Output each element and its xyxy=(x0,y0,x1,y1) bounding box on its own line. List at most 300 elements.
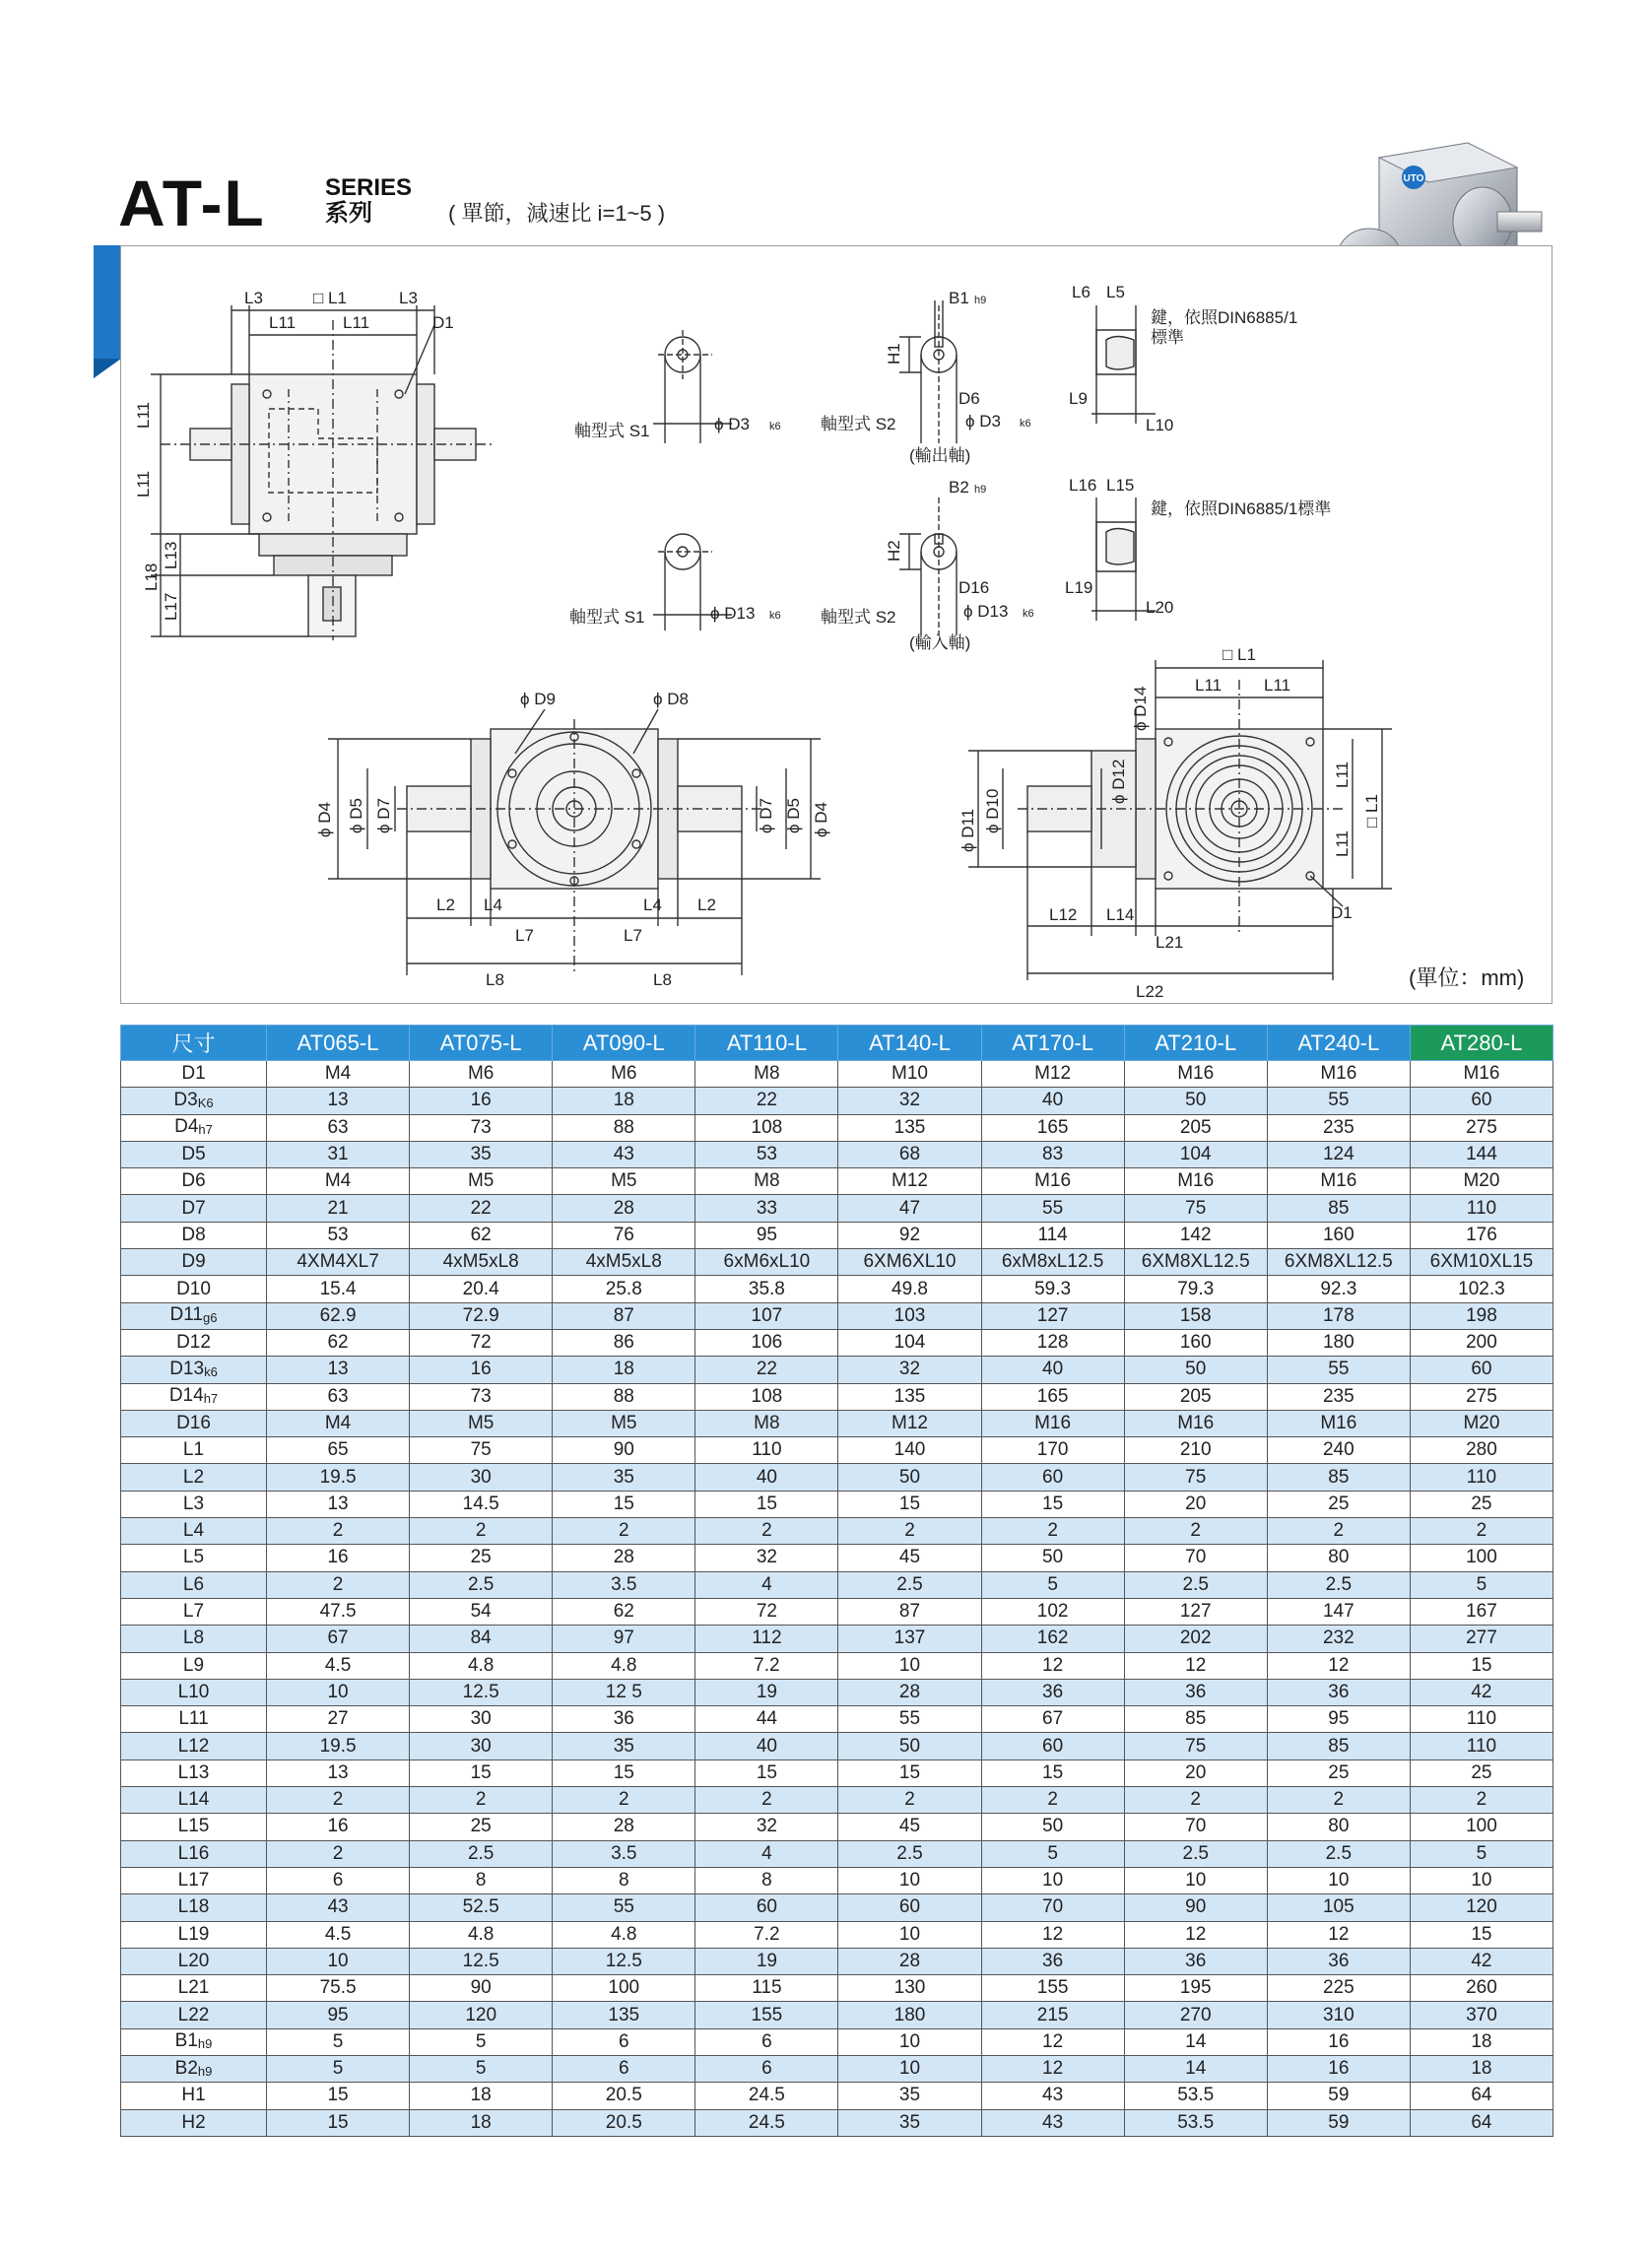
table-cell: 75.5 xyxy=(267,1975,410,2002)
table-cell: 170 xyxy=(981,1437,1124,1464)
label-l8-left: L8 xyxy=(486,970,504,989)
table-cell: 2 xyxy=(267,1571,410,1598)
row-label xyxy=(121,1464,267,1491)
table-cell: 202 xyxy=(1124,1626,1267,1652)
table-cell: 36 xyxy=(1267,1679,1410,1705)
table-cell: 50 xyxy=(981,1545,1124,1571)
table-row xyxy=(121,1141,1553,1167)
table-cell: 75 xyxy=(1124,1464,1267,1491)
table-cell: 104 xyxy=(838,1329,981,1356)
table-cell: 12 xyxy=(1267,1652,1410,1679)
table-cell: 36 xyxy=(981,1948,1124,1974)
table-cell: 97 xyxy=(553,1626,695,1652)
table-cell: M12 xyxy=(838,1410,981,1436)
table-row xyxy=(121,1114,1553,1141)
table-cell: 40 xyxy=(695,1464,838,1491)
ratio-subtitle: ( 單節，減速比 i=1~5 ) xyxy=(448,201,666,226)
table-cell: 90 xyxy=(1124,1894,1267,1921)
row-label xyxy=(121,2109,267,2136)
table-cell: 68 xyxy=(838,1141,981,1167)
header-model: AT075-L xyxy=(410,1026,553,1061)
label-l12: L12 xyxy=(1049,905,1078,924)
row-label-text: D3 xyxy=(173,1089,198,1110)
table-cell: 110 xyxy=(1410,1464,1553,1491)
table-cell: 32 xyxy=(838,1088,981,1114)
row-label xyxy=(121,1357,267,1383)
header-model: AT280-L xyxy=(1410,1026,1553,1061)
table-row xyxy=(121,1733,1553,1759)
table-row xyxy=(121,1787,1553,1814)
row-label-text: L15 xyxy=(177,1816,210,1837)
table-cell: 5 xyxy=(410,2028,553,2055)
table-row xyxy=(121,1975,1553,2002)
table-cell: 59 xyxy=(1267,2083,1410,2109)
table-cell: 12.5 xyxy=(410,1679,553,1705)
row-label xyxy=(121,1383,267,1410)
table-row xyxy=(121,1598,1553,1625)
table-cell: 275 xyxy=(1410,1383,1553,1410)
table-cell: 19 xyxy=(695,1679,838,1705)
table-cell: 10 xyxy=(838,2055,981,2082)
table-cell: 5 xyxy=(267,2028,410,2055)
row-label xyxy=(121,1814,267,1840)
row-label-text: L2 xyxy=(182,1466,205,1488)
table-row xyxy=(121,1948,1553,1974)
row-label-text: L19 xyxy=(177,1923,210,1945)
table-cell: 72 xyxy=(695,1598,838,1625)
table-cell: 25 xyxy=(1410,1759,1553,1786)
label-l11-right-b: L11 xyxy=(1264,676,1291,695)
label-d4-left: ϕ D4 xyxy=(315,802,334,837)
table-cell: 2 xyxy=(1124,1518,1267,1545)
label-d13-s2-tol: k6 xyxy=(1023,608,1034,620)
table-cell: 106 xyxy=(695,1329,838,1356)
table-cell: 55 xyxy=(1267,1088,1410,1114)
table-cell: M5 xyxy=(410,1410,553,1436)
table-cell: 7.2 xyxy=(695,1921,838,1948)
table-cell: 12 xyxy=(981,1921,1124,1948)
table-cell: 2 xyxy=(695,1787,838,1814)
table-cell: 2.5 xyxy=(1124,1571,1267,1598)
table-cell: M12 xyxy=(838,1168,981,1195)
label-l9: L9 xyxy=(1069,389,1088,408)
table-row xyxy=(121,1276,1553,1302)
label-l10: L10 xyxy=(1146,416,1174,434)
table-cell: 15 xyxy=(1410,1652,1553,1679)
table-cell: 70 xyxy=(1124,1814,1267,1840)
table-cell: 10 xyxy=(838,1867,981,1893)
label-l2-left: L2 xyxy=(436,896,455,914)
table-cell: 4.8 xyxy=(553,1921,695,1948)
dim-label-l13: L13 xyxy=(162,541,180,569)
dim-label-l11-left-b: L11 xyxy=(134,470,153,498)
table-cell: 32 xyxy=(695,1814,838,1840)
row-label-tolerance: g6 xyxy=(202,1310,218,1326)
row-label xyxy=(121,1840,267,1867)
table-cell: 5 xyxy=(981,1840,1124,1867)
table-cell: 165 xyxy=(981,1383,1124,1410)
table-cell: 72.9 xyxy=(410,1302,553,1329)
table-cell: 35 xyxy=(838,2083,981,2109)
table-row xyxy=(121,1921,1553,1948)
row-label xyxy=(121,1894,267,1921)
table-cell: 110 xyxy=(1410,1706,1553,1733)
table-cell: 147 xyxy=(1267,1598,1410,1625)
label-d4-right: ϕ D4 xyxy=(812,802,830,837)
table-cell: 60 xyxy=(1410,1357,1553,1383)
table-cell: 72 xyxy=(410,1329,553,1356)
table-cell: M16 xyxy=(1267,1410,1410,1436)
table-cell: 13 xyxy=(267,1357,410,1383)
table-cell: 2.5 xyxy=(1267,1571,1410,1598)
table-cell: 20.5 xyxy=(553,2109,695,2136)
label-b1-tol: h9 xyxy=(974,295,987,306)
table-cell: 79.3 xyxy=(1124,1276,1267,1302)
row-label-text: D11 xyxy=(169,1304,203,1326)
table-cell: 108 xyxy=(695,1383,838,1410)
table-cell: 15 xyxy=(267,2083,410,2109)
row-label xyxy=(121,1867,267,1893)
label-l15: L15 xyxy=(1106,476,1135,495)
table-row xyxy=(121,1195,1553,1222)
dim-label-d1-top: D1 xyxy=(432,313,454,332)
table-cell: 2 xyxy=(1267,1787,1410,1814)
table-cell: 15 xyxy=(553,1759,695,1786)
table-cell: 2 xyxy=(410,1787,553,1814)
label-l5: L5 xyxy=(1106,283,1125,301)
row-label xyxy=(121,1168,267,1195)
table-cell: 2 xyxy=(553,1787,695,1814)
row-label-tolerance: h7 xyxy=(203,1391,219,1407)
table-cell: 6XM10XL15 xyxy=(1410,1249,1553,1276)
table-cell: 53 xyxy=(267,1222,410,1248)
dim-label-l1-top: □ L1 xyxy=(313,289,347,307)
table-cell: 10 xyxy=(838,2028,981,2055)
table-cell: 137 xyxy=(838,1626,981,1652)
table-cell: 162 xyxy=(981,1626,1124,1652)
table-cell: 2 xyxy=(838,1787,981,1814)
row-label-text: H2 xyxy=(181,2111,206,2133)
table-row xyxy=(121,2083,1553,2109)
table-cell: 43 xyxy=(553,1141,695,1167)
row-label-text: B1 xyxy=(174,2030,198,2052)
table-cell: 12.5 xyxy=(410,1948,553,1974)
table-cell: 6 xyxy=(553,2028,695,2055)
table-cell: 15 xyxy=(838,1759,981,1786)
table-cell: 21 xyxy=(267,1195,410,1222)
table-cell: M12 xyxy=(981,1061,1124,1088)
table-cell: 16 xyxy=(410,1357,553,1383)
table-cell: 18 xyxy=(410,2109,553,2136)
table-cell: 60 xyxy=(838,1894,981,1921)
table-cell: 85 xyxy=(1267,1464,1410,1491)
row-label xyxy=(121,2028,267,2055)
table-cell: 36 xyxy=(1124,1679,1267,1705)
table-cell: 87 xyxy=(553,1302,695,1329)
table-cell: 64 xyxy=(1410,2083,1553,2109)
table-cell: 40 xyxy=(981,1357,1124,1383)
label-l11-vert-a: L11 xyxy=(1333,761,1352,788)
table-cell: 4.8 xyxy=(553,1652,695,1679)
table-cell: 13 xyxy=(267,1759,410,1786)
table-cell: 140 xyxy=(838,1437,981,1464)
row-label xyxy=(121,2002,267,2028)
table-cell: 85 xyxy=(1267,1733,1410,1759)
table-cell: 75 xyxy=(1124,1195,1267,1222)
table-cell: 2 xyxy=(267,1518,410,1545)
header-dimension: 尺寸 xyxy=(121,1026,267,1061)
table-cell: 103 xyxy=(838,1302,981,1329)
label-d13: ϕ D13 xyxy=(710,604,756,623)
table-cell: 235 xyxy=(1267,1383,1410,1410)
table-row xyxy=(121,1571,1553,1598)
table-cell: 25 xyxy=(410,1545,553,1571)
table-cell: 53 xyxy=(695,1141,838,1167)
label-l1-right: □ L1 xyxy=(1222,645,1256,664)
table-cell: 8 xyxy=(695,1867,838,1893)
label-shaft-s1-out: 軸型式 S1 xyxy=(574,422,650,440)
table-cell: 13 xyxy=(267,1491,410,1517)
row-label xyxy=(121,1222,267,1248)
table-cell: 90 xyxy=(553,1437,695,1464)
table-cell: 60 xyxy=(981,1464,1124,1491)
label-l2-right: L2 xyxy=(697,896,716,914)
table-cell: 4XM4XL7 xyxy=(267,1249,410,1276)
label-l1-vert: □ L1 xyxy=(1362,794,1381,828)
table-cell: 6 xyxy=(267,1867,410,1893)
table-cell: 100 xyxy=(1410,1545,1553,1571)
table-cell: 28 xyxy=(838,1948,981,1974)
table-cell: 13 xyxy=(267,1088,410,1114)
row-label xyxy=(121,1518,267,1545)
table-cell: 16 xyxy=(1267,2055,1410,2082)
dim-label-l3-left: L3 xyxy=(244,289,263,307)
table-cell: 16 xyxy=(410,1088,553,1114)
row-label xyxy=(121,1329,267,1356)
row-label-tolerance: h9 xyxy=(197,2063,213,2079)
table-cell: 2 xyxy=(1267,1518,1410,1545)
table-cell: 64 xyxy=(1410,2109,1553,2136)
row-label-text: L1 xyxy=(182,1439,205,1461)
label-d5-left: ϕ D5 xyxy=(347,798,365,833)
table-cell: 92.3 xyxy=(1267,1276,1410,1302)
row-label-text: L13 xyxy=(177,1761,210,1783)
label-shaft-s1-in: 軸型式 S1 xyxy=(569,608,645,627)
row-label xyxy=(121,1921,267,1948)
table-cell: 260 xyxy=(1410,1975,1553,2002)
label-d14: ϕ D14 xyxy=(1131,686,1150,731)
table-cell: 14.5 xyxy=(410,1491,553,1517)
table-cell: 5 xyxy=(1410,1571,1553,1598)
label-d7-right: ϕ D7 xyxy=(757,798,775,833)
table-cell: 70 xyxy=(981,1894,1124,1921)
table-cell: 4xM5xL8 xyxy=(410,1249,553,1276)
table-cell: 110 xyxy=(695,1437,838,1464)
table-row xyxy=(121,1759,1553,1786)
table-cell: 10 xyxy=(1267,1867,1410,1893)
row-label-text: L4 xyxy=(182,1520,205,1542)
table-cell: 36 xyxy=(553,1706,695,1733)
table-cell: 108 xyxy=(695,1114,838,1141)
table-cell: 95 xyxy=(695,1222,838,1248)
label-l4-left: L4 xyxy=(484,896,502,914)
table-cell: 36 xyxy=(1267,1948,1410,1974)
table-cell: 75 xyxy=(1124,1733,1267,1759)
row-label-text: L10 xyxy=(177,1681,210,1702)
row-label-text: D9 xyxy=(181,1251,206,1273)
table-cell: 10 xyxy=(1410,1867,1553,1893)
label-l11-right-a: L11 xyxy=(1195,676,1222,695)
header-model: AT065-L xyxy=(267,1026,410,1061)
table-cell: 178 xyxy=(1267,1302,1410,1329)
label-d3-s2: ϕ D3 xyxy=(965,412,1001,431)
row-label xyxy=(121,1141,267,1167)
table-cell: M4 xyxy=(267,1168,410,1195)
series-label xyxy=(325,175,412,227)
table-cell: 25 xyxy=(1267,1491,1410,1517)
table-cell: 135 xyxy=(553,2002,695,2028)
table-cell: 67 xyxy=(267,1626,410,1652)
table-cell: M8 xyxy=(695,1168,838,1195)
label-l16: L16 xyxy=(1069,476,1097,495)
label-key-standard-2: 鍵，依照DIN6885/1標準 xyxy=(1151,499,1332,518)
label-d11: ϕ D11 xyxy=(958,808,977,852)
table-cell: 127 xyxy=(1124,1598,1267,1625)
table-row xyxy=(121,1894,1553,1921)
table-cell: 20.5 xyxy=(553,2083,695,2109)
row-label-text: D6 xyxy=(181,1170,206,1192)
table-cell: 19 xyxy=(695,1948,838,1974)
table-row xyxy=(121,1814,1553,1840)
label-l4-right: L4 xyxy=(643,896,662,914)
label-key-standard-1b: 標準 xyxy=(1151,328,1184,347)
row-label-text: L11 xyxy=(178,1708,209,1730)
label-key-standard-1: 鍵，依照DIN6885/1 xyxy=(1151,308,1298,327)
table-cell: 6XM8XL12.5 xyxy=(1267,1249,1410,1276)
table-row xyxy=(121,1491,1553,1517)
table-cell: 112 xyxy=(695,1626,838,1652)
row-label-text: D1 xyxy=(181,1063,206,1085)
table-cell: 8 xyxy=(410,1867,553,1893)
table-cell: 7.2 xyxy=(695,1652,838,1679)
table-cell: 176 xyxy=(1410,1222,1553,1248)
dim-label-l17: L17 xyxy=(162,592,180,621)
table-cell: 25.8 xyxy=(553,1276,695,1302)
label-d3-s2-tol: k6 xyxy=(1020,418,1031,430)
dim-label-l11-left-a: L11 xyxy=(134,401,153,429)
table-cell: 167 xyxy=(1410,1598,1553,1625)
row-label xyxy=(121,1626,267,1652)
table-row xyxy=(121,1464,1553,1491)
table-cell: 35 xyxy=(838,2109,981,2136)
row-label-text: D10 xyxy=(176,1278,211,1299)
table-cell: 50 xyxy=(981,1814,1124,1840)
table-cell: 4.5 xyxy=(267,1921,410,1948)
table-cell: 15 xyxy=(553,1491,695,1517)
series-title: AT-L xyxy=(118,166,266,239)
row-label xyxy=(121,1437,267,1464)
table-cell: 19.5 xyxy=(267,1733,410,1759)
table-cell: M20 xyxy=(1410,1168,1553,1195)
table-cell: M5 xyxy=(553,1168,695,1195)
table-cell: 85 xyxy=(1124,1706,1267,1733)
table-cell: 2 xyxy=(267,1787,410,1814)
table-cell: 59 xyxy=(1267,2109,1410,2136)
row-label xyxy=(121,1088,267,1114)
table-cell: 20 xyxy=(1124,1759,1267,1786)
table-cell: 24.5 xyxy=(695,2083,838,2109)
table-cell: 92 xyxy=(838,1222,981,1248)
label-l21: L21 xyxy=(1156,933,1184,952)
table-cell: 2 xyxy=(981,1518,1124,1545)
table-cell: 55 xyxy=(981,1195,1124,1222)
table-cell: 128 xyxy=(981,1329,1124,1356)
table-cell: 10 xyxy=(838,1652,981,1679)
table-cell: M5 xyxy=(553,1410,695,1436)
table-cell: 114 xyxy=(981,1222,1124,1248)
row-label-text: H1 xyxy=(181,2085,206,2106)
dimension-drawings xyxy=(121,246,1552,1003)
table-cell: 28 xyxy=(553,1195,695,1222)
table-row xyxy=(121,1329,1553,1356)
row-label xyxy=(121,1787,267,1814)
table-cell: 10 xyxy=(267,1679,410,1705)
table-cell: 15 xyxy=(838,1491,981,1517)
table-cell: 10 xyxy=(981,1867,1124,1893)
table-cell: 8 xyxy=(553,1867,695,1893)
label-d7-left: ϕ D7 xyxy=(374,798,393,833)
table-cell: 90 xyxy=(410,1975,553,2002)
table-cell: 76 xyxy=(553,1222,695,1248)
table-row xyxy=(121,2028,1553,2055)
table-cell: 2.5 xyxy=(1267,1840,1410,1867)
table-cell: 6 xyxy=(695,2028,838,2055)
table-cell: 85 xyxy=(1267,1195,1410,1222)
table-row xyxy=(121,1437,1553,1464)
dim-label-l3-right: L3 xyxy=(399,289,418,307)
table-cell: 50 xyxy=(1124,1088,1267,1114)
table-cell: M4 xyxy=(267,1061,410,1088)
header-model: AT240-L xyxy=(1267,1026,1410,1061)
label-b1: B1 xyxy=(949,289,969,307)
table-cell: 180 xyxy=(1267,1329,1410,1356)
row-label-text: L18 xyxy=(177,1896,210,1918)
table-cell: 10 xyxy=(267,1948,410,1974)
table-cell: 50 xyxy=(838,1464,981,1491)
row-label xyxy=(121,1491,267,1517)
table-cell: 45 xyxy=(838,1545,981,1571)
table-cell: 35.8 xyxy=(695,1276,838,1302)
row-label-text: B2 xyxy=(174,2057,198,2079)
label-d16: D16 xyxy=(958,578,990,597)
table-cell: 28 xyxy=(553,1545,695,1571)
table-cell: 22 xyxy=(695,1357,838,1383)
row-label-text: L14 xyxy=(177,1789,210,1811)
table-cell: 5 xyxy=(1410,1840,1553,1867)
label-d5-right: ϕ D5 xyxy=(784,798,803,833)
table-cell: 30 xyxy=(410,1706,553,1733)
header-model: AT210-L xyxy=(1124,1026,1267,1061)
table-cell: 86 xyxy=(553,1329,695,1356)
spec-table-header xyxy=(121,1026,1553,1061)
table-cell: 88 xyxy=(553,1383,695,1410)
row-label-tolerance: k6 xyxy=(204,1363,218,1379)
table-cell: 18 xyxy=(1410,2028,1553,2055)
series-label-en: SERIES xyxy=(325,174,413,201)
table-cell: 225 xyxy=(1267,1975,1410,2002)
table-cell: M16 xyxy=(1124,1410,1267,1436)
row-label xyxy=(121,1061,267,1088)
